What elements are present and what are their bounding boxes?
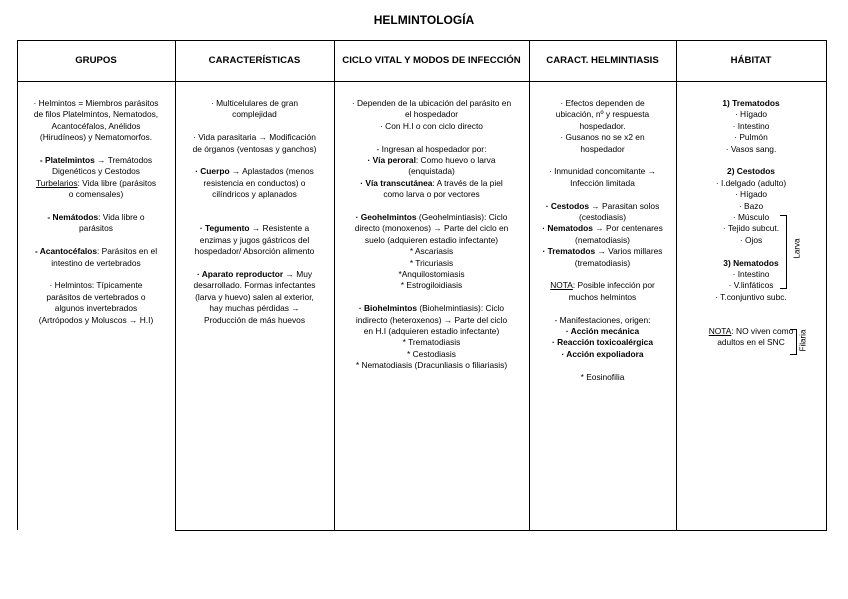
helmintologia-table bbox=[17, 40, 827, 530]
column-border bbox=[826, 40, 827, 530]
header-grupos: GRUPOS bbox=[75, 55, 117, 66]
text-line: parásitos de vertebrados o bbox=[46, 291, 146, 302]
text-line: (trematodiasis) bbox=[574, 257, 631, 268]
text-line: * Trematodiasis bbox=[402, 337, 461, 348]
text-line: · Con H.I o con ciclo directo bbox=[380, 120, 483, 131]
text-line: Acantocéfalos, Anélidos bbox=[51, 120, 141, 131]
text-line bbox=[175, 166, 334, 177]
header-caract-helmintiasis: CARACT. HELMINTIASIS bbox=[546, 55, 659, 66]
header-ciclo-vital: CICLO VITAL Y MODOS DE INFECCIÓN bbox=[342, 55, 521, 66]
text-line bbox=[529, 337, 676, 348]
text-line bbox=[529, 223, 676, 234]
text-line: * Estrogiloidiasis bbox=[400, 280, 463, 291]
filaria-bracket bbox=[790, 329, 797, 355]
cell-habitat bbox=[676, 98, 826, 349]
text: : Parásitos en el bbox=[97, 246, 158, 257]
text: → Resistente a bbox=[249, 223, 310, 234]
header-habitat: HÁBITAT bbox=[730, 55, 772, 66]
text-line: · T.conjuntivo subc. bbox=[715, 291, 787, 302]
cell-caracteristicas bbox=[175, 98, 334, 326]
text-line: complejidad bbox=[232, 109, 277, 120]
text-line: · Gusanos no se x2 en bbox=[560, 132, 645, 143]
text-line: · Multicelulares de gran bbox=[210, 98, 299, 108]
text-line: · Vasos sang. bbox=[725, 143, 777, 154]
text-line: hospedador bbox=[580, 143, 625, 154]
text-line: · Músculo bbox=[732, 212, 770, 223]
text: → Varios millares bbox=[595, 246, 663, 257]
text-line: (Hirudíneos) y Nematomorfos. bbox=[39, 132, 153, 143]
text-line bbox=[17, 155, 175, 166]
text-line bbox=[175, 223, 334, 234]
text-line: resistencia en conductos) o bbox=[203, 177, 306, 188]
text-line: indirecto (heteroxenos) → Parte del ciclo bbox=[355, 314, 508, 325]
text: (Geohelmintiasis): Ciclo bbox=[416, 212, 508, 223]
text-line: · Inmunidad concomitante → bbox=[548, 166, 657, 177]
cell-caract-helmintiasis bbox=[529, 98, 676, 383]
term: 2) Cestodos bbox=[727, 166, 775, 177]
text-line: * Eosinofilia bbox=[580, 371, 625, 382]
text-line: · Ojos bbox=[739, 234, 763, 245]
text-line: * Tricuriasis bbox=[409, 257, 454, 268]
term: · Acción expoliadora bbox=[561, 348, 644, 359]
text-line bbox=[529, 326, 676, 337]
text-line bbox=[529, 280, 676, 291]
term: · Aparato reproductor bbox=[196, 269, 284, 280]
text-line: · Helmintos = Miembros parásitos bbox=[33, 98, 159, 108]
text-line: *Anquilostomiasis bbox=[398, 269, 465, 280]
text-line: (enquistada) bbox=[408, 166, 455, 177]
term: - Platelmintos bbox=[39, 155, 95, 166]
text-line: como larva o por vectores bbox=[383, 189, 480, 200]
term: · Nematodos bbox=[542, 223, 593, 234]
page-title: HELMINTOLOGÍA bbox=[373, 13, 475, 27]
text-line bbox=[17, 246, 175, 257]
text-line: ubicación, nº y respuesta bbox=[555, 109, 650, 120]
text-line: · Hígado bbox=[734, 109, 768, 120]
term: · Cuerpo bbox=[195, 166, 230, 177]
text-line: muchos helmintos bbox=[568, 291, 637, 302]
term: · Geohelmintos bbox=[355, 212, 417, 223]
table-bottom-border bbox=[175, 530, 827, 531]
text: (Biohelmintiasis): Ciclo bbox=[417, 303, 505, 314]
header-bottom-border bbox=[17, 81, 827, 82]
text-line: hospedador/ Absorción alimento bbox=[194, 246, 315, 257]
text-line: Infección limitada bbox=[570, 177, 635, 188]
text-line: · Dependen de la ubicación del parásito en bbox=[351, 98, 512, 108]
text: → Muy bbox=[283, 269, 313, 280]
text: → Tremátodos bbox=[94, 155, 153, 166]
term: · Vía transcutánea bbox=[360, 177, 433, 188]
text-line: (cestodiasis) bbox=[578, 212, 626, 223]
text-line: Producción de más huevos bbox=[203, 314, 306, 325]
text-line bbox=[175, 269, 334, 280]
text-line: · Pulmón bbox=[734, 132, 768, 143]
text: : NO viven como bbox=[731, 326, 794, 337]
text: → Parasitan solos bbox=[588, 200, 660, 211]
text-line bbox=[676, 166, 826, 177]
text-line bbox=[334, 178, 529, 189]
text-line: * Cestodiasis bbox=[407, 348, 456, 359]
text-line: - Ingresan al hospedador por: bbox=[376, 143, 487, 154]
term: Turbelarios bbox=[35, 177, 78, 188]
text-line: de órganos (ventosas y ganchos) bbox=[192, 143, 317, 154]
text-line: algunos invertebrados bbox=[54, 303, 138, 314]
text-line: desarrollado. Formas infectantes bbox=[193, 280, 316, 291]
term: - Acantocéfalos bbox=[34, 246, 97, 257]
text-line: * Ascariasis bbox=[409, 246, 454, 257]
text-line: (nematodiasis) bbox=[575, 234, 630, 245]
term: · Vía peroral bbox=[367, 155, 416, 166]
text-line: · Efectos dependen de bbox=[560, 98, 645, 108]
filaria-label: Filaria bbox=[798, 329, 808, 352]
text-line: directo (monoxenos) → Parte del ciclo en bbox=[354, 223, 509, 234]
text-line: de filos Platelmintos, Nematodos, bbox=[33, 109, 159, 120]
text: : Vida libre (parásitos bbox=[77, 177, 157, 188]
text: : Posible infección por bbox=[572, 280, 655, 291]
text-line: hay muchas pérdidas → bbox=[209, 303, 300, 314]
cell-grupos bbox=[17, 98, 175, 326]
text-line bbox=[17, 178, 175, 189]
text: : A través de la piel bbox=[432, 177, 503, 188]
cell-ciclo-vital bbox=[334, 98, 529, 372]
term: - Nemátodos bbox=[47, 212, 99, 223]
text-line: hospedador. bbox=[579, 120, 626, 131]
term: · Acción mecánica bbox=[565, 326, 640, 337]
text-line: · Vida parasitaria → Modificación bbox=[193, 132, 316, 143]
text-line: adultos en el SNC bbox=[717, 337, 785, 348]
term: · Tegumento bbox=[199, 223, 250, 234]
text-line bbox=[334, 155, 529, 166]
text-line bbox=[17, 212, 175, 223]
text-line: · V.linfáticos bbox=[728, 280, 774, 291]
term: · Trematodos bbox=[542, 246, 596, 257]
text-line: - Manifestaciones, origen: bbox=[554, 314, 651, 325]
term: NOTA bbox=[708, 326, 732, 337]
text-line bbox=[529, 201, 676, 212]
text-line: · Bazo bbox=[738, 200, 764, 211]
text-line bbox=[529, 246, 676, 257]
header-caracteristicas: CARACTERÍSTICAS bbox=[208, 55, 301, 66]
larva-label: Larva bbox=[792, 238, 802, 259]
text-line: · Intestino bbox=[732, 269, 770, 280]
text-line: · Helmintos: Típicamente bbox=[49, 280, 143, 291]
text-line bbox=[676, 98, 826, 109]
term: 1) Trematodos bbox=[722, 98, 780, 108]
text-line: o comensales) bbox=[68, 189, 124, 200]
text-line: · Tejido subcut. bbox=[722, 223, 780, 234]
text: → Por centenares bbox=[592, 223, 663, 234]
term: 3) Nematodos bbox=[723, 257, 779, 268]
term: NOTA bbox=[550, 280, 573, 291]
text-line: en H.I (adquieren estadio infectante) bbox=[363, 326, 500, 337]
text-line: (larva y huevo) salen al exterior, bbox=[195, 291, 314, 302]
text: → Aplastados (menos bbox=[229, 166, 314, 177]
text-line: · Intestino bbox=[732, 120, 770, 131]
larva-bracket bbox=[780, 215, 787, 289]
text-line bbox=[334, 212, 529, 223]
term: · Cestodos bbox=[545, 200, 589, 211]
text-line: el hospedador bbox=[404, 109, 459, 120]
text-line: * Nematodiasis (Dracunliasis o filiariasis) bbox=[355, 360, 508, 371]
text: : Como huevo o larva bbox=[415, 155, 496, 166]
text-line: Digenéticos y Cestodos bbox=[52, 166, 140, 177]
text-line: enzimas y jugos gástricos del bbox=[199, 234, 310, 245]
text-line: · I.delgado (adulto) bbox=[715, 177, 787, 188]
text: : Vida libre o bbox=[98, 212, 145, 223]
text-line bbox=[529, 349, 676, 360]
text-line: suelo (adquieren estadio infectante) bbox=[364, 234, 499, 245]
term: · Biohelmintos bbox=[358, 303, 418, 314]
text-line bbox=[334, 303, 529, 314]
term: · Reacción toxicoalérgica bbox=[551, 337, 653, 348]
text-line bbox=[676, 258, 826, 269]
text-line: intestino de vertebrados bbox=[51, 257, 141, 268]
text-line: parásitos bbox=[79, 223, 113, 234]
text-line: · Hígado bbox=[734, 189, 768, 200]
text-line: cilíndricos y aplanados bbox=[212, 189, 297, 200]
text-line: (Artrópodos y Moluscos → H.I) bbox=[38, 314, 154, 325]
